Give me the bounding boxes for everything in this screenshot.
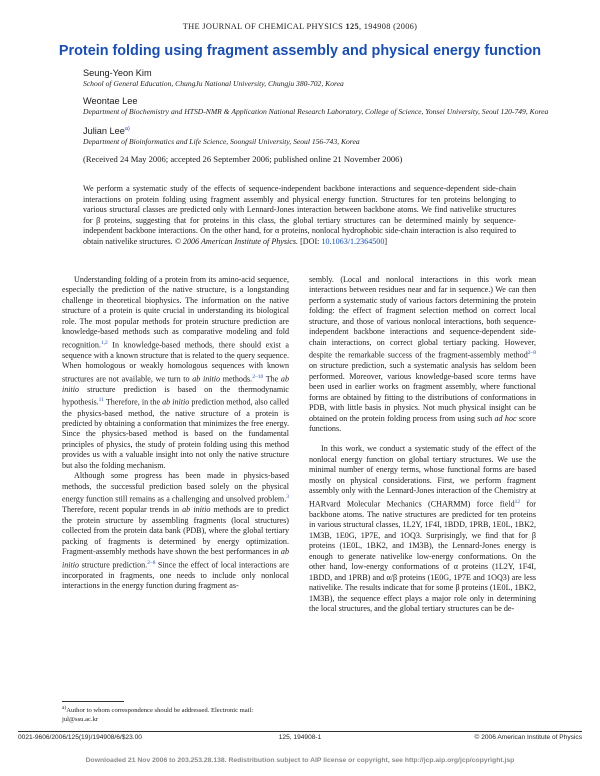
footer-copyright: © 2006 American Institute of Physics: [474, 734, 582, 741]
reference-link[interactable]: 11: [98, 397, 104, 404]
corresponding-author-marker[interactable]: a): [124, 126, 130, 132]
footnote-divider: [62, 701, 124, 702]
journal-name: THE JOURNAL OF CHEMICAL PHYSICS: [182, 22, 344, 31]
footnote-text: Author to whom correspondence should be addressed. Electronic mail: jul@ssu.ac.kr: [62, 707, 254, 724]
journal-year: (2006): [393, 22, 418, 31]
reference-link[interactable]: 12: [514, 498, 521, 505]
footnote: [62, 704, 289, 724]
body-paragraph: sembly. (Local and nonlocal interactions in this work mean interactions between residues near and far in sequence.) We can then perform a systematic study of various factors determining the protein folding: the effect of fragment selection method on correct local structure, and those of various nonlocal interactions, both sequence-independent backbone interactions and sequence-dependent side-chain interactions, on correct global tertiary packing. However, despite the remarkable success of the fragment-assembly method$^{2-8}$ on structure prediction, such a systematic analysis has seldom been performed. Moreover, various knowledge-based score terms have been used in earlier works on fragment assembly, where functional forms are obtained by fitting to the distributions of conformations in PDB, with little basis in physics. Not much physical insight can be obtained on the protein folding process from using such ad hoc score functions.: [309, 275, 536, 434]
footer-page-number: 125, 194908-1: [278, 734, 322, 741]
author-name: Weontae Lee: [83, 96, 138, 106]
body-paragraph: In this work, we conduct a systematic study of the effect of the nonlocal energy function on global tertiary structures. We use the minimal number of energy terms, whose functional forms are based mostly on physical considerations. First, we perform fragment assembly only with the Lennard-Jones interaction of the Chemistry at HARvard Molecular Mechanics (CHARMM) force field$^{12}$ for backbone atoms. The native structures are predicted for ten proteins in various structural classes, 1L2Y, 1F4I, 1BDD, 1PRB, 1E0L, 1BK2, 1M3B, 1E0G, 1P7E, and 1OQ3. Surprisingly, we find that for β proteins (1E0L, 1BK2, and 1M3B), the Lennard-Jones energy is enough to generate nativelike low-energy conformations. On the other hand, low-energy conformations of α proteins (1L2Y, 1F4I, 1BDD, and 1PRB) and α/β proteins (1E0G, 1P7E and 1OQ3) are less nativelike. The results indicate that for some β proteins (1E0L, 1BK2, 1M3B), the sequence effect plays a major role only in determining the local structures, and the global tertiary structures can be de-: [309, 444, 536, 613]
doi-link[interactable]: 10.1063/1.2364500: [321, 236, 385, 246]
author-name: Seung-Yeon Kim: [83, 68, 152, 78]
author-affiliation: Department of Biochemistry and HTSD-NMR & Application National Research Laboratory, College of Science, Yonsei University, Seoul 120-749, Korea: [83, 107, 549, 116]
copyright-note: © 2006 American Institute of Physics.: [174, 236, 299, 246]
body-column-right: [309, 275, 536, 614]
article-title: Protein folding using fragment assembly and physical energy function: [58, 43, 542, 59]
journal-header: THE JOURNAL OF CHEMICAL PHYSICS 125, 194908 (2006): [182, 22, 418, 31]
reference-link[interactable]: 2–8: [147, 559, 156, 566]
author-affiliation: Department of Bioinformatics and Life Science, Soongsil University, Seoul 156-743, Korea: [83, 137, 360, 147]
body-paragraph: Although some progress has been made in physics-based methods, the successful prediction based solely on the physical energy function still remains as a challenging and unsolved problem.$^3$ Therefore, recent popular trends in ab initio methods are to predict the protein structure by assembling fragments (local structures) collected from the protein data bank (PDB), where the global tertiary packing of fragments is determined by energy optimization. Fragment-assembly methods have shown the best performances in ab initio structure prediction.$^{2-8}$ Since the effect of local interactions are incorporated in fragments, one needs to include only nonlocal interactions in the energy function during fragment as-: [62, 471, 290, 591]
reference-link[interactable]: 2–8: [527, 350, 536, 357]
author-affiliation: School of General Education, ChungJu National University, Chungju 380-702, Korea: [83, 79, 344, 88]
author-block: [83, 67, 563, 165]
reference-link[interactable]: 2–10: [252, 373, 264, 380]
body-column-left: [62, 275, 289, 592]
footer-divider: [18, 731, 582, 732]
received-dates: (Received 24 May 2006; accepted 26 September 2006; published online 21 November 2006): [83, 154, 403, 165]
body-paragraph: Understanding folding of a protein from its amino-acid sequence, especially the prediction of the native structure, is a longstanding challenge in theoretical biophysics. The information on the native structure of a protein is quite crucial in understanding its biological role. The most popular methods for protein structure prediction are knowledge-based methods such as comparative modeling and fold recognition.$^{1,2}$ In knowledge-based methods, there should exist a sequence with a known structure that is related to the query sequence. When homologous or weakly homologous sequences with known structures are not available, we turn to ab initio methods.$^{2-10}$ The ab initio structure prediction is based on the thermodynamic hypothesis.$^{11}$ Therefore, in the ab initio prediction method, also called the physics-based method, the native structure of a protein is predicted by obtaining a conformation that minimizes the free energy. Since the physics-based method is based on the fundamental principles of physics, the study of protein folding using this method provides us with a valuable insight into not only the native structure but also the folding mechanism.: [62, 275, 290, 470]
abstract-text: We perform a systematic study of the effects of sequence-independent backbone interactions and sequence-dependent side-chain interactions on protein folding using fragment assembly and physical energy function. Structures for ten proteins belonging to various structural classes are predicted only with Lennard-Jones interaction between backbone atoms. We find nativelike structures for β proteins, suggesting that for proteins in this class, the global tertiary structures can be determined mainly by sequence-independent backbone interactions. On the other hand, for α proteins, nonlocal hydrophobic side-chain interaction is also required to obtain nativelike structures.: [83, 184, 516, 246]
article-number: 194908: [363, 22, 391, 31]
journal-volume: 125: [345, 22, 359, 31]
download-notice: Downloaded 21 Nov 2006 to 203.253.28.138. Redistribution subject to AIP license or copyright, see http://jcp.aip.org/jcp/copyright.jsp: [85, 757, 515, 764]
author-name: Julian Lee$^{a)}$: [83, 126, 130, 137]
footer-code: 0021-9606/2006/125(19)/194908/6/$23.00: [18, 734, 142, 741]
reference-link[interactable]: 3: [286, 494, 289, 501]
footnote-marker: a): [62, 705, 67, 711]
abstract: We perform a systematic study of the effects of sequence-independent backbone interactions and sequence-dependent side-chain interactions on protein folding using fragment assembly and physical energy function. Structures for ten proteins belonging to various structural classes are predicted only with Lennard-Jones interaction between backbone atoms. We find nativelike structures for β proteins, suggesting that for proteins in this class, the global tertiary structures can be determined mainly by sequence-independent backbone interactions. On the other hand, for α proteins, nonlocal hydrophobic side-chain interaction is also required to obtain nativelike structures. © 2006 American Institute of Physics. [DOI: 10.1063/1.2364500]: [83, 184, 516, 246]
reference-link[interactable]: 1,2: [100, 339, 108, 346]
